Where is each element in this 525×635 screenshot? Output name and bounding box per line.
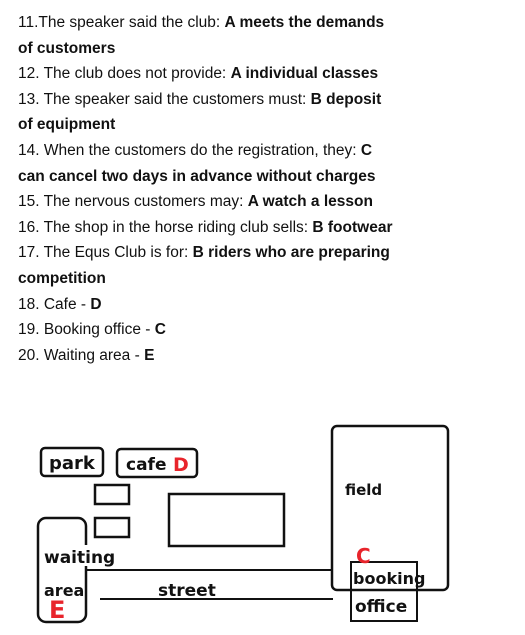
answer-text: A meets the demands (224, 14, 385, 31)
waiting-label: waiting (44, 548, 116, 568)
answer-list (18, 10, 518, 368)
answer-line (18, 10, 518, 36)
question-text: 15. The nervous customers may: (18, 193, 248, 211)
area-label: area (44, 581, 85, 600)
answer-text: A watch a lesson (247, 193, 373, 211)
question-text: 18. Cafe - (18, 295, 91, 313)
question-text: 17. The Equs Club is for: (18, 244, 193, 262)
question-text: 19. Booking office - (18, 321, 155, 339)
answer-text: can cancel two days in advance without charges (18, 167, 376, 185)
answer-line (18, 292, 518, 318)
answer-text: of equipment (18, 116, 116, 134)
answer-line (18, 189, 518, 215)
question-text: 12. The club does not provide: (18, 65, 231, 83)
answer-line (18, 61, 518, 87)
question-text: 14. When the customers do the registration, they: (18, 141, 361, 159)
answer-text: B footwear (312, 218, 393, 236)
field-box (332, 426, 448, 590)
answer-line (18, 266, 518, 292)
field-label: field (345, 481, 383, 499)
answer-text: E (144, 346, 155, 364)
answer-line (18, 215, 518, 241)
answer-text: A individual classes (230, 65, 379, 83)
waiting-area-answer-mark: E (49, 596, 66, 624)
answer-line (18, 112, 518, 138)
answer-line (18, 317, 518, 343)
booking-office-answer-mark: C (356, 544, 371, 568)
street-label: street (158, 581, 216, 601)
answer-line (18, 240, 518, 266)
map-drawing (0, 410, 525, 635)
cafe-label: cafe (126, 455, 167, 475)
answer-line (18, 87, 518, 113)
booking-label: booking (353, 569, 426, 588)
small-building (95, 518, 129, 537)
answer-text: B deposit (310, 90, 382, 108)
answer-text: B riders who are preparing (192, 244, 390, 262)
question-text: 11.The speaker said the club: (18, 14, 225, 31)
club-map (0, 410, 525, 635)
park-label: park (49, 453, 95, 474)
question-text: 16. The shop in the horse riding club sells: (18, 218, 313, 236)
answer-text: C (360, 141, 373, 159)
small-building (95, 485, 129, 504)
answer-line (18, 36, 518, 62)
answer-text: of customers (18, 39, 116, 57)
answer-line (18, 138, 518, 164)
unlabelled-building (169, 494, 284, 546)
answer-line (18, 343, 518, 369)
answer-line (18, 164, 518, 190)
question-text: 20. Waiting area - (18, 346, 145, 364)
office-label: office (355, 597, 408, 617)
answer-text: competition (18, 269, 106, 287)
cafe-answer-mark: D (173, 454, 189, 476)
question-text: 13. The speaker said the customers must: (18, 90, 311, 108)
answer-text: C (154, 321, 166, 339)
answer-text: D (90, 295, 102, 313)
